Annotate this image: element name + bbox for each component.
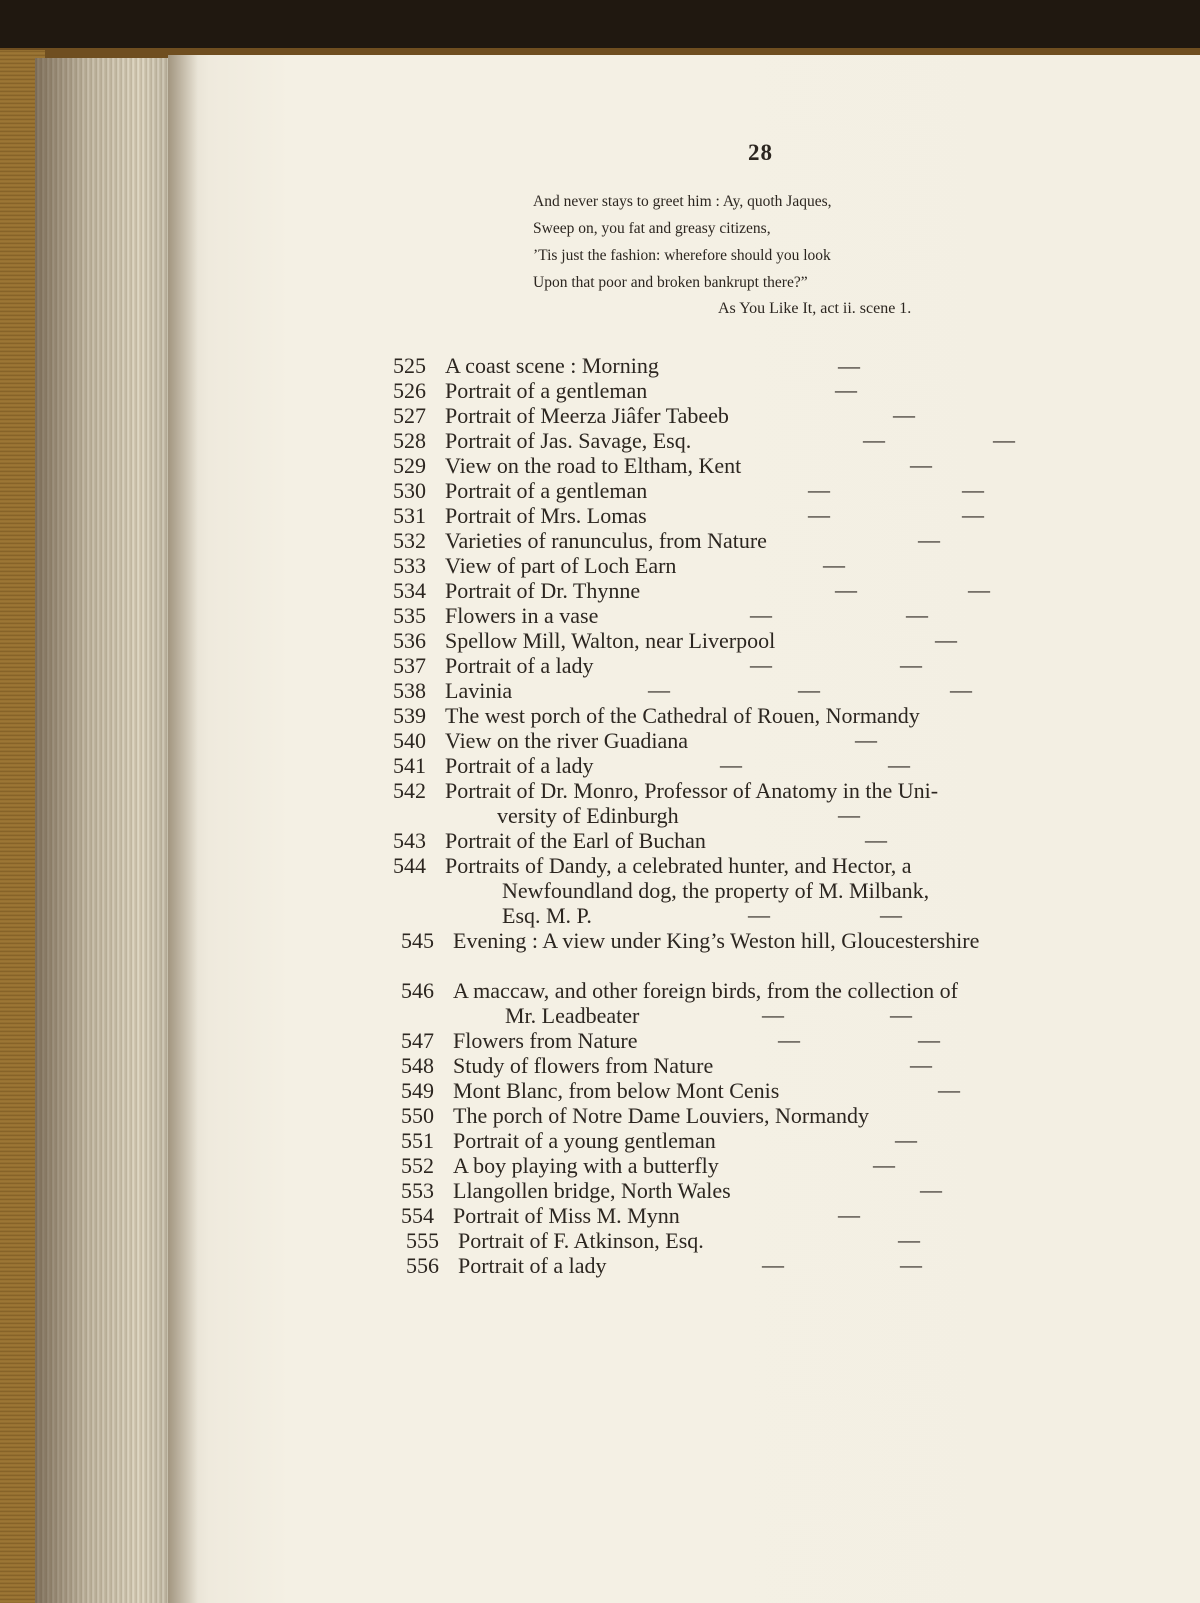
- em-dash: —: [900, 1252, 922, 1277]
- em-dash: —: [910, 1052, 932, 1077]
- em-dash: —: [863, 427, 885, 452]
- entry-number: 545: [401, 928, 434, 953]
- entry-title: Portrait of Miss M. Mynn: [453, 1203, 680, 1228]
- entry-title: Mont Blanc, from below Mont Cenis: [453, 1078, 780, 1103]
- list-item: [393, 403, 729, 428]
- list-item: [393, 428, 691, 453]
- list-item: [401, 1128, 716, 1153]
- list-item: [393, 528, 767, 553]
- list-item: [393, 353, 659, 378]
- entry-number: 552: [401, 1153, 434, 1178]
- em-dash: —: [890, 1002, 912, 1027]
- entry-number: 527: [393, 403, 426, 428]
- entry-title: Study of flowers from Nature: [453, 1053, 714, 1078]
- entry-number: 540: [393, 728, 426, 753]
- entry-number: 541: [393, 753, 426, 778]
- em-dash: —: [898, 1227, 920, 1252]
- entry-title: A maccaw, and other foreign birds, from the collection of: [453, 978, 959, 1003]
- em-dash: —: [918, 527, 940, 552]
- entry-title-continued: versity of Edinburgh: [497, 803, 679, 828]
- epigraph-line: Sweep on, you fat and greasy citizens,: [533, 220, 771, 237]
- em-dash: —: [993, 427, 1015, 452]
- list-item: [401, 1103, 869, 1128]
- list-item: [401, 1078, 779, 1103]
- entry-number: 548: [401, 1053, 434, 1078]
- em-dash: —: [750, 602, 772, 627]
- list-item: [393, 578, 640, 603]
- entry-number: 556: [406, 1253, 439, 1278]
- entry-title: Portrait of the Earl of Buchan: [445, 828, 706, 853]
- entry-number: 542: [393, 778, 426, 803]
- em-dash: —: [778, 1027, 800, 1052]
- em-dash: —: [838, 802, 860, 827]
- entry-title-continued: Mr. Leadbeater: [505, 1003, 640, 1028]
- entry-number: 549: [401, 1078, 434, 1103]
- entry-title: Portrait of Dr. Monro, Professor of Anatomy in the Uni-: [445, 778, 939, 803]
- em-dash: —: [906, 602, 928, 627]
- list-item: [393, 603, 598, 628]
- list-item: [393, 853, 912, 878]
- em-dash: —: [935, 627, 957, 652]
- entry-number: 536: [393, 628, 426, 653]
- entry-title: Spellow Mill, Walton, near Liverpool: [445, 628, 776, 653]
- page-stack-edges: [35, 58, 185, 1603]
- em-dash: —: [900, 652, 922, 677]
- list-item: [393, 753, 593, 778]
- em-dash: —: [720, 752, 742, 777]
- em-dash: —: [962, 477, 984, 502]
- entry-number: 535: [393, 603, 426, 628]
- entry-number: 547: [401, 1028, 434, 1053]
- entry-title: View of part of Loch Earn: [445, 553, 677, 578]
- list-item: [393, 378, 647, 403]
- entry-title: Portrait of a lady: [458, 1253, 607, 1278]
- list-item: [393, 678, 512, 703]
- entry-title: Flowers in a vase: [445, 603, 599, 628]
- entry-number: 531: [393, 503, 426, 528]
- em-dash: —: [895, 1127, 917, 1152]
- em-dash: —: [968, 577, 990, 602]
- em-dash: —: [918, 1027, 940, 1052]
- list-item: [393, 828, 706, 853]
- entry-number: 526: [393, 378, 426, 403]
- entry-title: Portrait of a young gentleman: [453, 1128, 716, 1153]
- em-dash: —: [838, 353, 860, 378]
- em-dash: —: [798, 677, 820, 702]
- entry-title: Portrait of Mrs. Lomas: [445, 503, 647, 528]
- entry-title: Portrait of Dr. Thynne: [445, 578, 641, 603]
- entry-title: Portrait of a gentleman: [445, 478, 648, 503]
- entry-number: 553: [401, 1178, 434, 1203]
- list-item: [401, 1178, 731, 1203]
- entry-title-continued: Newfoundland dog, the property of M. Milbank,: [502, 878, 930, 903]
- em-dash: —: [888, 752, 910, 777]
- entry-number: 538: [393, 678, 426, 703]
- entry-number: 529: [393, 453, 426, 478]
- em-dash: —: [835, 377, 857, 402]
- entry-title: Portrait of F. Atkinson, Esq.: [458, 1228, 704, 1253]
- epigraph-line: ’Tis just the fashion: wherefore should you look: [533, 247, 831, 264]
- em-dash: —: [648, 677, 670, 702]
- entry-number: 551: [401, 1128, 434, 1153]
- entry-number: 555: [406, 1228, 439, 1253]
- entry-number: 543: [393, 828, 426, 853]
- em-dash: —: [748, 902, 770, 927]
- entry-number: 544: [393, 853, 426, 878]
- em-dash: —: [808, 477, 830, 502]
- list-item: [393, 778, 938, 803]
- entry-title: Portrait of Meerza Jiâfer Tabeeb: [445, 403, 729, 428]
- em-dash: —: [808, 502, 830, 527]
- entry-title-continued: Esq. M. P.: [502, 903, 592, 928]
- em-dash: —: [762, 1252, 784, 1277]
- entry-title: A boy playing with a butterfly: [453, 1153, 719, 1178]
- entry-title: Evening : A view under King’s Weston hill, Gloucestershire: [453, 928, 980, 953]
- list-item: [393, 703, 920, 728]
- em-dash: —: [962, 502, 984, 527]
- list-item: [406, 1253, 606, 1278]
- em-dash: —: [865, 827, 887, 852]
- entry-number: 525: [393, 353, 426, 378]
- em-dash: —: [873, 1152, 895, 1177]
- entry-title: Flowers from Nature: [453, 1028, 638, 1053]
- epigraph-attribution: As You Like It, act ii. scene 1.: [718, 300, 912, 317]
- em-dash: —: [938, 1077, 960, 1102]
- em-dash: —: [880, 902, 902, 927]
- list-item: [401, 1203, 680, 1228]
- em-dash: —: [893, 402, 915, 427]
- em-dash: —: [835, 577, 857, 602]
- em-dash: —: [750, 652, 772, 677]
- epigraph-line: Upon that poor and broken bankrupt there?”: [533, 274, 808, 291]
- entry-title: Portrait of Jas. Savage, Esq.: [445, 428, 692, 453]
- entry-number: 554: [401, 1203, 434, 1228]
- page-gutter-shadow: [168, 55, 198, 1603]
- em-dash: —: [838, 1202, 860, 1227]
- list-item: [393, 453, 741, 478]
- em-dash: —: [762, 1002, 784, 1027]
- em-dash: —: [950, 677, 972, 702]
- entry-title: The west porch of the Cathedral of Rouen, Normandy: [445, 703, 920, 728]
- list-item: [393, 728, 688, 753]
- list-item: [401, 928, 979, 953]
- entry-title: Portrait of a lady: [445, 753, 594, 778]
- entry-title: Portrait of a lady: [445, 653, 594, 678]
- entry-number: 528: [393, 428, 426, 453]
- em-dash: —: [823, 552, 845, 577]
- list-item: [393, 628, 775, 653]
- entry-title: Llangollen bridge, North Wales: [453, 1178, 731, 1203]
- entry-number: 546: [401, 978, 434, 1003]
- list-item: [401, 1053, 713, 1078]
- epigraph-line: And never stays to greet him : Ay, quoth Jaques,: [533, 193, 832, 210]
- list-item: [401, 1153, 719, 1178]
- entry-title: A coast scene : Morning: [445, 353, 659, 378]
- entry-title: Portraits of Dandy, a celebrated hunter, and Hector, a: [445, 853, 912, 878]
- entry-number: 550: [401, 1103, 434, 1128]
- entry-number: 537: [393, 653, 426, 678]
- entry-title: View on the road to Eltham, Kent: [445, 453, 742, 478]
- list-item: [393, 478, 647, 503]
- page-number: 28: [748, 140, 773, 165]
- list-item: [393, 553, 676, 578]
- list-item: [393, 503, 647, 528]
- entry-title: Lavinia: [445, 678, 513, 703]
- list-item: [393, 653, 593, 678]
- entry-title: Portrait of a gentleman: [445, 378, 648, 403]
- entry-title: View on the river Guadiana: [445, 728, 689, 753]
- entry-number: 533: [393, 553, 426, 578]
- list-item: [406, 1228, 704, 1253]
- entry-number: 532: [393, 528, 426, 553]
- list-item: [401, 1028, 638, 1053]
- epigraph: [533, 188, 912, 317]
- entry-number: 539: [393, 703, 426, 728]
- em-dash: —: [855, 727, 877, 752]
- entry-number: 534: [393, 578, 426, 603]
- em-dash: —: [910, 452, 932, 477]
- list-item: [401, 978, 958, 1003]
- entry-title: The porch of Notre Dame Louviers, Normandy: [453, 1103, 870, 1128]
- entry-title: Varieties of ranunculus, from Nature: [445, 528, 767, 553]
- entry-number: 530: [393, 478, 426, 503]
- em-dash: —: [920, 1177, 942, 1202]
